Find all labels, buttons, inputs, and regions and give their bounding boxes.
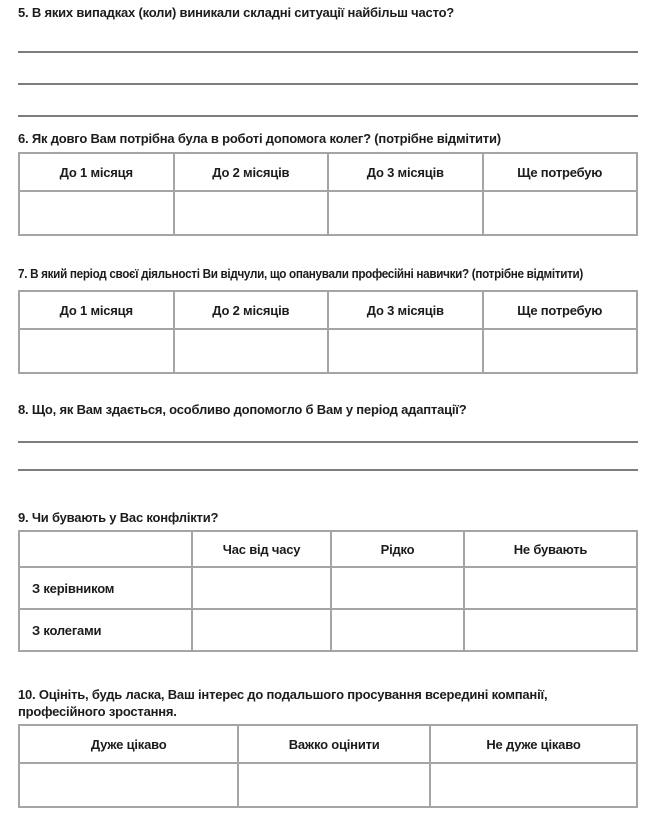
q9-row-label-with-colleagues: З колегами xyxy=(19,609,192,651)
question-10-section xyxy=(18,686,638,808)
q9-col-never: Не бувають xyxy=(464,531,637,567)
question-6-section xyxy=(18,130,638,236)
answer-line[interactable] xyxy=(18,21,638,53)
q6-answer-cell-up-to-3-months[interactable] xyxy=(328,191,483,235)
q7-options-table xyxy=(18,290,638,374)
q7-answer-cell-still-need[interactable] xyxy=(483,329,638,373)
question-10-title: 10. Оцініть, будь ласка, Ваш інтерес до подальшого просування всередині компанії, професійного зростання. xyxy=(18,687,548,719)
q7-answer-cell-up-to-1-month[interactable] xyxy=(19,329,174,373)
q9-corner-cell xyxy=(19,531,192,567)
q10-col-not-very-interesting: Не дуже цікаво xyxy=(430,725,637,763)
q6-answer-row xyxy=(19,191,637,235)
q6-col-still-need: Ще потребую xyxy=(483,153,638,191)
q10-col-very-interesting: Дуже цікаво xyxy=(19,725,238,763)
q9-answer-cell-colleagues-never[interactable] xyxy=(464,609,637,651)
question-7-title: 7. В який період своєї діяльності Ви відчули, що опанували професійні навички? (потрібне відмітити) xyxy=(18,266,584,281)
q6-options-table xyxy=(18,152,638,236)
q9-conflicts-table xyxy=(18,530,638,652)
question-8-section xyxy=(18,401,638,471)
q7-col-up-to-1-month: До 1 місяця xyxy=(19,291,174,329)
q10-answer-row xyxy=(19,763,637,807)
q9-answer-cell-manager-rarely[interactable] xyxy=(331,567,464,609)
q10-answer-cell-very-interesting[interactable] xyxy=(19,763,238,807)
answer-line[interactable] xyxy=(18,85,638,117)
q6-answer-cell-still-need[interactable] xyxy=(483,191,638,235)
q9-answer-cell-manager-from-time-to-time[interactable] xyxy=(192,567,331,609)
q7-col-up-to-3-months: До 3 місяців xyxy=(328,291,483,329)
q10-answer-cell-hard-to-assess[interactable] xyxy=(238,763,430,807)
q7-answer-cell-up-to-2-months[interactable] xyxy=(174,329,329,373)
q9-header-row xyxy=(19,531,637,567)
q7-col-up-to-2-months: До 2 місяців xyxy=(174,291,329,329)
question-5-title: 5. В яких випадках (коли) виникали складні ситуації найбільш часто? xyxy=(18,5,455,20)
q6-col-up-to-2-months: До 2 місяців xyxy=(174,153,329,191)
q10-col-hard-to-assess: Важко оцінити xyxy=(238,725,430,763)
q7-col-still-need: Ще потребую xyxy=(483,291,638,329)
q9-row-with-manager xyxy=(19,567,637,609)
question-6-title: 6. Як довго Вам потрібна була в роботі допомога колег? (потрібне відмітити) xyxy=(18,131,501,146)
question-8-answer-area xyxy=(18,418,638,471)
question-8-title: 8. Що, як Вам здається, особливо допомогло б Вам у період адаптації? xyxy=(18,402,467,417)
question-7-section xyxy=(18,265,638,374)
q9-answer-cell-colleagues-rarely[interactable] xyxy=(331,609,464,651)
q10-answer-cell-not-very-interesting[interactable] xyxy=(430,763,637,807)
q9-col-rarely: Рідко xyxy=(331,531,464,567)
q10-header-row xyxy=(19,725,637,763)
q9-answer-cell-manager-never[interactable] xyxy=(464,567,637,609)
q6-col-up-to-1-month: До 1 місяця xyxy=(19,153,174,191)
q9-row-label-with-manager: З керівником xyxy=(19,567,192,609)
q6-col-up-to-3-months: До 3 місяців xyxy=(328,153,483,191)
answer-line[interactable] xyxy=(18,443,638,471)
q7-answer-row xyxy=(19,329,637,373)
q10-interest-table xyxy=(18,724,638,808)
q9-answer-cell-colleagues-from-time-to-time[interactable] xyxy=(192,609,331,651)
answer-line[interactable] xyxy=(18,418,638,443)
question-5-section xyxy=(18,4,638,117)
question-9-title: 9. Чи бувають у Вас конфлікти? xyxy=(18,510,219,525)
q6-answer-cell-up-to-1-month[interactable] xyxy=(19,191,174,235)
q9-row-with-colleagues xyxy=(19,609,637,651)
question-5-answer-area xyxy=(18,21,638,117)
question-9-section xyxy=(18,509,638,652)
q7-header-row xyxy=(19,291,637,329)
q7-answer-cell-up-to-3-months[interactable] xyxy=(328,329,483,373)
q9-col-from-time-to-time: Час від часу xyxy=(192,531,331,567)
answer-line[interactable] xyxy=(18,53,638,85)
q6-answer-cell-up-to-2-months[interactable] xyxy=(174,191,329,235)
q6-header-row xyxy=(19,153,637,191)
